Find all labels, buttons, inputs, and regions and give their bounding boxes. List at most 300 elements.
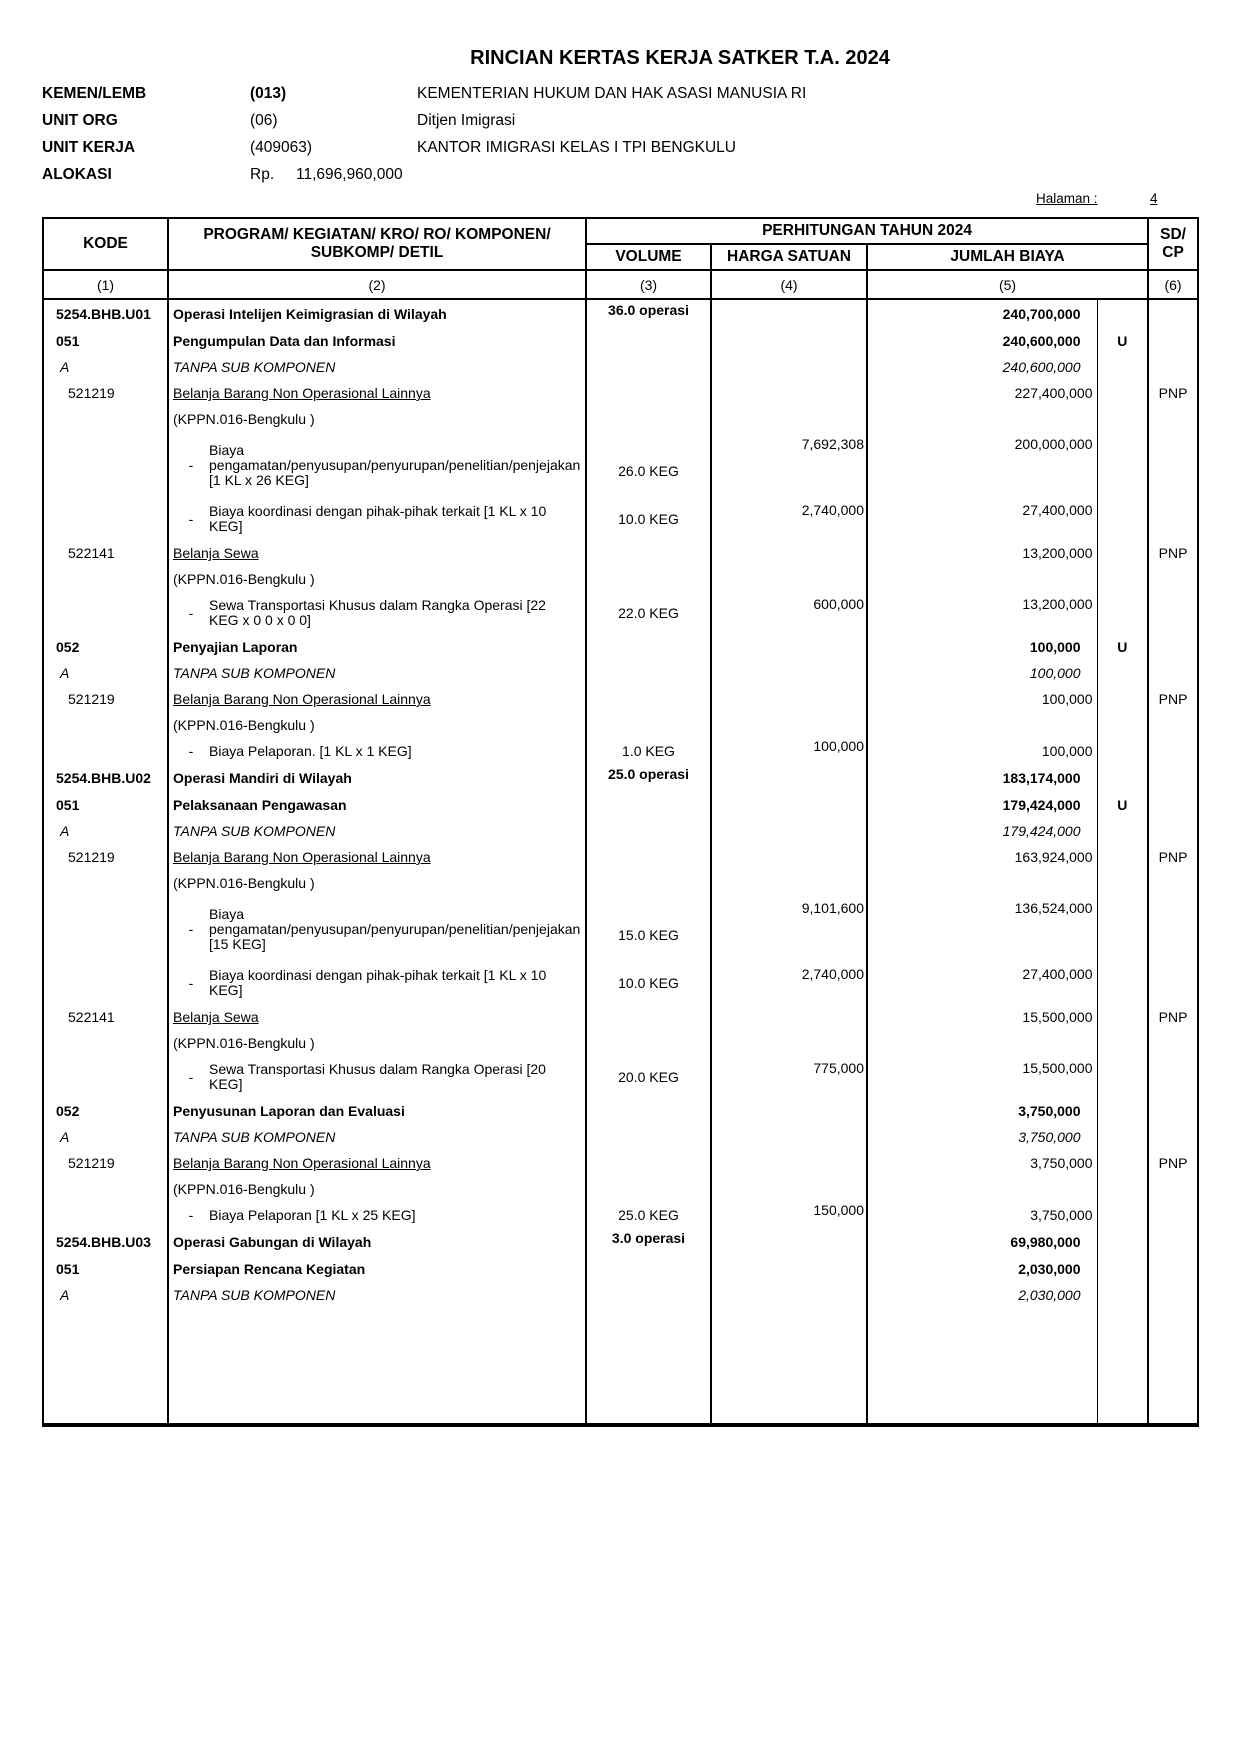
col-number-2: (2) bbox=[168, 270, 586, 299]
cell-volume bbox=[586, 660, 711, 686]
cell-sdcp bbox=[1148, 738, 1198, 764]
header-sdcp bbox=[1148, 218, 1198, 270]
bullet-dash: - bbox=[188, 1207, 194, 1223]
cell-flag bbox=[1097, 432, 1148, 498]
cell-jumlah: 3,750,000 bbox=[867, 1150, 1097, 1176]
cell-volume: 15.0 KEG bbox=[586, 896, 711, 962]
cell-kode: 5254.BHB.U02 bbox=[43, 764, 168, 792]
col-number-6: (6) bbox=[1148, 270, 1198, 299]
header-harga: HARGA SATUAN bbox=[711, 244, 867, 270]
cell-flag bbox=[1097, 1150, 1148, 1176]
table-row-akun bbox=[43, 540, 1198, 566]
cell-volume-empty bbox=[586, 1308, 711, 1425]
cell-volume: 3.0 operasi bbox=[586, 1228, 711, 1256]
header-volume: VOLUME bbox=[586, 244, 711, 270]
cell-jumlah: 2,030,000 bbox=[867, 1256, 1097, 1282]
page-label-text: Halaman : bbox=[1036, 191, 1098, 206]
cell-harga: 775,000 bbox=[711, 1056, 867, 1098]
cell-flag bbox=[1097, 592, 1148, 634]
cell-kode bbox=[43, 592, 168, 634]
cell-kode: 051 bbox=[43, 1256, 168, 1282]
table-row-ro bbox=[43, 299, 1198, 328]
cell-jumlah-empty bbox=[867, 1308, 1097, 1425]
unit-kerja-code: (409063) bbox=[250, 138, 313, 156]
cell-volume bbox=[586, 1098, 711, 1124]
cell-jumlah bbox=[867, 1176, 1097, 1202]
cell-volume bbox=[586, 1256, 711, 1282]
cell-sdcp bbox=[1148, 406, 1198, 432]
cell-kode: 521219 bbox=[43, 1150, 168, 1176]
table-row-kppn bbox=[43, 1176, 1198, 1202]
cell-flag bbox=[1097, 764, 1148, 792]
col-number-4: (4) bbox=[711, 270, 867, 299]
cell-volume bbox=[586, 328, 711, 354]
cell-flag bbox=[1097, 1056, 1148, 1098]
cell-harga bbox=[711, 686, 867, 712]
cell-kode: A bbox=[43, 1124, 168, 1150]
cell-volume bbox=[586, 844, 711, 870]
cell-harga bbox=[711, 764, 867, 792]
table-row-ro bbox=[43, 1228, 1198, 1256]
cell-volume: 1.0 KEG bbox=[586, 738, 711, 764]
header-kode: KODE bbox=[43, 218, 168, 270]
cell-jumlah bbox=[867, 1030, 1097, 1056]
cell-kode: A bbox=[43, 818, 168, 844]
cell-sdcp bbox=[1148, 896, 1198, 962]
bullet-dash: - bbox=[188, 457, 194, 473]
header-perhitungan: PERHITUNGAN TAHUN 2024 bbox=[586, 218, 1148, 244]
table-row-detail1 bbox=[43, 738, 1198, 764]
cell-jumlah: 13,200,000 bbox=[867, 592, 1097, 634]
table-row-komponen bbox=[43, 1256, 1198, 1282]
header-program bbox=[168, 218, 586, 270]
cell-program bbox=[168, 1056, 586, 1098]
cell-sdcp bbox=[1148, 1124, 1198, 1150]
cell-flag: U bbox=[1097, 328, 1148, 354]
cell-harga bbox=[711, 328, 867, 354]
unit-org-code: (06) bbox=[250, 111, 278, 129]
cell-flag: U bbox=[1097, 634, 1148, 660]
table-row-komponen bbox=[43, 1098, 1198, 1124]
cell-harga bbox=[711, 566, 867, 592]
document-title: RINCIAN KERTAS KERJA SATKER T.A. 2024 bbox=[470, 47, 890, 69]
unit-org-label: UNIT ORG bbox=[42, 111, 118, 129]
cell-sdcp bbox=[1148, 328, 1198, 354]
cell-volume bbox=[586, 686, 711, 712]
cell-sdcp bbox=[1148, 1056, 1198, 1098]
cell-harga bbox=[711, 712, 867, 738]
cell-kode-empty bbox=[43, 1308, 168, 1425]
cell-harga: 100,000 bbox=[711, 738, 867, 764]
cell-jumlah: 179,424,000 bbox=[867, 818, 1097, 844]
detail-item bbox=[173, 743, 585, 759]
detail-text: Biaya pengamatan/penyusupan/penyurupan/penelitian/penjejakan [1 KL x 26 KEG] bbox=[209, 441, 581, 488]
table-row-sub bbox=[43, 354, 1198, 380]
table-row-kppn bbox=[43, 712, 1198, 738]
cell-volume bbox=[586, 870, 711, 896]
cell-kode bbox=[43, 712, 168, 738]
cell-kode bbox=[43, 1202, 168, 1228]
cell-jumlah: 227,400,000 bbox=[867, 380, 1097, 406]
cell-jumlah: 200,000,000 bbox=[867, 432, 1097, 498]
bullet-dash: - bbox=[188, 743, 194, 759]
cell-program: TANPA SUB KOMPONEN bbox=[168, 1282, 586, 1308]
cell-program bbox=[168, 962, 586, 1004]
cell-jumlah: 3,750,000 bbox=[867, 1202, 1097, 1228]
table-body bbox=[43, 299, 1198, 1425]
cell-sdcp bbox=[1148, 1202, 1198, 1228]
cell-kode bbox=[43, 962, 168, 1004]
table-row-akun bbox=[43, 1150, 1198, 1176]
cell-kode bbox=[43, 566, 168, 592]
cell-sdcp bbox=[1148, 712, 1198, 738]
cell-volume bbox=[586, 354, 711, 380]
cell-program: Operasi Mandiri di Wilayah bbox=[168, 764, 586, 792]
cell-kode bbox=[43, 738, 168, 764]
detail-text: Biaya Pelaporan. [1 KL x 1 KEG] bbox=[209, 742, 412, 759]
cell-jumlah: 100,000 bbox=[867, 738, 1097, 764]
cell-sdcp bbox=[1148, 592, 1198, 634]
cell-jumlah: 3,750,000 bbox=[867, 1098, 1097, 1124]
cell-volume bbox=[586, 712, 711, 738]
cell-harga bbox=[711, 1004, 867, 1030]
table-row-detail3 bbox=[43, 896, 1198, 962]
cell-flag bbox=[1097, 1228, 1148, 1256]
cell-harga bbox=[711, 1124, 867, 1150]
table-row-detail3 bbox=[43, 432, 1198, 498]
cell-jumlah: 163,924,000 bbox=[867, 844, 1097, 870]
cell-jumlah bbox=[867, 566, 1097, 592]
detail-text: Biaya koordinasi dengan pihak-pihak terkait [1 KL x 10 KEG] bbox=[209, 503, 547, 534]
cell-kode bbox=[43, 870, 168, 896]
cell-program bbox=[168, 432, 586, 498]
cell-kode bbox=[43, 896, 168, 962]
table-row-komponen bbox=[43, 328, 1198, 354]
page-number: 4 bbox=[1150, 191, 1158, 206]
alokasi-label: ALOKASI bbox=[42, 165, 112, 183]
cell-flag bbox=[1097, 498, 1148, 540]
cell-program: Belanja Barang Non Operasional Lainnya bbox=[168, 380, 586, 406]
cell-program bbox=[168, 592, 586, 634]
detail-item bbox=[173, 443, 585, 488]
cell-volume: 36.0 operasi bbox=[586, 299, 711, 328]
cell-flag: U bbox=[1097, 792, 1148, 818]
cell-program bbox=[168, 1202, 586, 1228]
cell-harga: 9,101,600 bbox=[711, 896, 867, 962]
cell-flag-empty bbox=[1097, 1308, 1148, 1425]
header-jumlah: JUMLAH BIAYA bbox=[867, 244, 1148, 270]
table-row-akun bbox=[43, 686, 1198, 712]
cell-sdcp: PNP bbox=[1148, 540, 1198, 566]
cell-kode: 522141 bbox=[43, 1004, 168, 1030]
cell-kode: 052 bbox=[43, 634, 168, 660]
detail-item bbox=[173, 1062, 585, 1092]
cell-flag bbox=[1097, 566, 1148, 592]
cell-program: Belanja Barang Non Operasional Lainnya bbox=[168, 844, 586, 870]
table-row-akun bbox=[43, 844, 1198, 870]
cell-volume bbox=[586, 1030, 711, 1056]
cell-sdcp: PNP bbox=[1148, 844, 1198, 870]
bullet-dash: - bbox=[188, 921, 194, 937]
table-row-sub bbox=[43, 1124, 1198, 1150]
cell-flag bbox=[1097, 712, 1148, 738]
cell-jumlah: 100,000 bbox=[867, 634, 1097, 660]
cell-sdcp bbox=[1148, 1256, 1198, 1282]
header-meta bbox=[42, 80, 806, 188]
cell-kode: 052 bbox=[43, 1098, 168, 1124]
cell-jumlah: 27,400,000 bbox=[867, 962, 1097, 1004]
cell-program: Belanja Sewa bbox=[168, 540, 586, 566]
cell-sdcp: PNP bbox=[1148, 1004, 1198, 1030]
detail-text: Sewa Transportasi Khusus dalam Rangka Operasi [20 KEG] bbox=[209, 1061, 546, 1092]
cell-program: Penyusunan Laporan dan Evaluasi bbox=[168, 1098, 586, 1124]
cell-harga-empty bbox=[711, 1308, 867, 1425]
cell-volume: 22.0 KEG bbox=[586, 592, 711, 634]
cell-flag bbox=[1097, 380, 1148, 406]
bullet-dash: - bbox=[188, 975, 194, 991]
cell-kode: 5254.BHB.U03 bbox=[43, 1228, 168, 1256]
cell-flag bbox=[1097, 1176, 1148, 1202]
cell-program: Penyajian Laporan bbox=[168, 634, 586, 660]
cell-harga bbox=[711, 1176, 867, 1202]
cell-volume: 10.0 KEG bbox=[586, 962, 711, 1004]
table-row-kppn bbox=[43, 406, 1198, 432]
table-row-sub bbox=[43, 1282, 1198, 1308]
cell-program: Persiapan Rencana Kegiatan bbox=[168, 1256, 586, 1282]
cell-volume bbox=[586, 818, 711, 844]
detail-item bbox=[173, 504, 585, 534]
cell-sdcp bbox=[1148, 818, 1198, 844]
page-label bbox=[1036, 191, 1098, 206]
cell-program: (KPPN.016-Bengkulu ) bbox=[168, 406, 586, 432]
cell-program: (KPPN.016-Bengkulu ) bbox=[168, 712, 586, 738]
cell-volume: 26.0 KEG bbox=[586, 432, 711, 498]
cell-kode: 522141 bbox=[43, 540, 168, 566]
unit-kerja-label: UNIT KERJA bbox=[42, 138, 136, 156]
cell-sdcp bbox=[1148, 566, 1198, 592]
meta-alokasi bbox=[42, 161, 806, 188]
table-row-kppn bbox=[43, 566, 1198, 592]
table-row-detail2 bbox=[43, 1056, 1198, 1098]
cell-program: (KPPN.016-Bengkulu ) bbox=[168, 1030, 586, 1056]
budget-table bbox=[42, 217, 1199, 1427]
cell-kode: 521219 bbox=[43, 686, 168, 712]
unit-kerja-name: KANTOR IMIGRASI KELAS I TPI BENGKULU bbox=[417, 138, 736, 156]
cell-harga bbox=[711, 818, 867, 844]
table-row-filler bbox=[43, 1308, 1198, 1425]
cell-jumlah: 3,750,000 bbox=[867, 1124, 1097, 1150]
header-sdcp-line1: SD/ bbox=[1160, 226, 1186, 243]
table-row-kppn bbox=[43, 1030, 1198, 1056]
cell-flag bbox=[1097, 686, 1148, 712]
cell-sdcp bbox=[1148, 792, 1198, 818]
bullet-dash: - bbox=[188, 605, 194, 621]
bullet-dash: - bbox=[188, 1069, 194, 1085]
cell-harga bbox=[711, 634, 867, 660]
cell-harga: 2,740,000 bbox=[711, 498, 867, 540]
cell-harga: 600,000 bbox=[711, 592, 867, 634]
cell-kode: A bbox=[43, 354, 168, 380]
cell-sdcp bbox=[1148, 870, 1198, 896]
cell-flag bbox=[1097, 1004, 1148, 1030]
cell-flag bbox=[1097, 870, 1148, 896]
cell-sdcp bbox=[1148, 1176, 1198, 1202]
col-number-5: (5) bbox=[867, 270, 1148, 299]
detail-text: Biaya koordinasi dengan pihak-pihak terkait [1 KL x 10 KEG] bbox=[209, 967, 547, 998]
alokasi-value: 11,696,960,000 bbox=[296, 165, 403, 183]
cell-sdcp-empty bbox=[1148, 1308, 1198, 1425]
cell-jumlah: 183,174,000 bbox=[867, 764, 1097, 792]
unit-org-name: Ditjen Imigrasi bbox=[417, 111, 516, 129]
cell-program bbox=[168, 498, 586, 540]
cell-kode: 051 bbox=[43, 328, 168, 354]
cell-flag bbox=[1097, 844, 1148, 870]
cell-program: Pengumpulan Data dan Informasi bbox=[168, 328, 586, 354]
cell-sdcp bbox=[1148, 634, 1198, 660]
cell-flag bbox=[1097, 1098, 1148, 1124]
cell-program: TANPA SUB KOMPONEN bbox=[168, 354, 586, 380]
cell-sdcp bbox=[1148, 764, 1198, 792]
cell-harga bbox=[711, 540, 867, 566]
bullet-dash: - bbox=[188, 511, 194, 527]
cell-harga bbox=[711, 1228, 867, 1256]
cell-harga bbox=[711, 1256, 867, 1282]
cell-kode bbox=[43, 1056, 168, 1098]
table-row-komponen bbox=[43, 634, 1198, 660]
cell-harga bbox=[711, 870, 867, 896]
detail-text: Biaya Pelaporan [1 KL x 25 KEG] bbox=[209, 1206, 416, 1223]
cell-program bbox=[168, 738, 586, 764]
cell-harga bbox=[711, 1282, 867, 1308]
cell-kode: 521219 bbox=[43, 844, 168, 870]
table-row-detail2 bbox=[43, 962, 1198, 1004]
detail-text: Biaya pengamatan/penyusupan/penyurupan/penelitian/penjejakan [15 KEG] bbox=[209, 905, 581, 952]
cell-harga bbox=[711, 406, 867, 432]
cell-jumlah bbox=[867, 870, 1097, 896]
cell-volume: 10.0 KEG bbox=[586, 498, 711, 540]
table-row-detail2 bbox=[43, 592, 1198, 634]
table-row-komponen bbox=[43, 792, 1198, 818]
cell-kode bbox=[43, 432, 168, 498]
cell-harga bbox=[711, 1150, 867, 1176]
cell-flag bbox=[1097, 962, 1148, 1004]
cell-program: Operasi Gabungan di Wilayah bbox=[168, 1228, 586, 1256]
cell-kode: 5254.BHB.U01 bbox=[43, 299, 168, 328]
cell-harga bbox=[711, 844, 867, 870]
cell-jumlah: 240,600,000 bbox=[867, 354, 1097, 380]
table-row-sub bbox=[43, 818, 1198, 844]
cell-program: Pelaksanaan Pengawasan bbox=[168, 792, 586, 818]
cell-jumlah: 15,500,000 bbox=[867, 1056, 1097, 1098]
cell-jumlah: 100,000 bbox=[867, 660, 1097, 686]
cell-sdcp bbox=[1148, 1098, 1198, 1124]
cell-jumlah: 69,980,000 bbox=[867, 1228, 1097, 1256]
cell-sdcp bbox=[1148, 660, 1198, 686]
table-row-detail2 bbox=[43, 498, 1198, 540]
cell-jumlah: 179,424,000 bbox=[867, 792, 1097, 818]
cell-harga bbox=[711, 380, 867, 406]
cell-program: Belanja Sewa bbox=[168, 1004, 586, 1030]
cell-sdcp bbox=[1148, 1282, 1198, 1308]
col-number-1: (1) bbox=[43, 270, 168, 299]
table-row-sub bbox=[43, 660, 1198, 686]
cell-flag bbox=[1097, 1030, 1148, 1056]
cell-volume bbox=[586, 634, 711, 660]
cell-jumlah: 240,600,000 bbox=[867, 328, 1097, 354]
cell-jumlah: 27,400,000 bbox=[867, 498, 1097, 540]
col-number-3: (3) bbox=[586, 270, 711, 299]
cell-volume: 25.0 operasi bbox=[586, 764, 711, 792]
header-program-line2: SUBKOMP/ DETIL bbox=[310, 244, 444, 261]
cell-sdcp: PNP bbox=[1148, 686, 1198, 712]
cell-program: Operasi Intelijen Keimigrasian di Wilayah bbox=[168, 299, 586, 328]
cell-flag bbox=[1097, 1124, 1148, 1150]
header-sdcp-line2: CP bbox=[1162, 244, 1184, 261]
cell-harga bbox=[711, 299, 867, 328]
cell-jumlah: 100,000 bbox=[867, 686, 1097, 712]
cell-sdcp bbox=[1148, 498, 1198, 540]
header-program-line1: PROGRAM/ KEGIATAN/ KRO/ RO/ KOMPONEN/ bbox=[203, 226, 551, 243]
cell-program: (KPPN.016-Bengkulu ) bbox=[168, 566, 586, 592]
cell-volume bbox=[586, 1124, 711, 1150]
cell-volume bbox=[586, 566, 711, 592]
cell-jumlah bbox=[867, 712, 1097, 738]
cell-sdcp bbox=[1148, 1228, 1198, 1256]
detail-item bbox=[173, 907, 585, 952]
cell-program: (KPPN.016-Bengkulu ) bbox=[168, 1176, 586, 1202]
meta-unit-kerja bbox=[42, 134, 806, 161]
cell-flag bbox=[1097, 354, 1148, 380]
cell-jumlah: 13,200,000 bbox=[867, 540, 1097, 566]
meta-unit-org bbox=[42, 107, 806, 134]
cell-sdcp bbox=[1148, 299, 1198, 328]
cell-flag bbox=[1097, 540, 1148, 566]
cell-flag bbox=[1097, 738, 1148, 764]
cell-sdcp bbox=[1148, 354, 1198, 380]
cell-volume bbox=[586, 406, 711, 432]
cell-flag bbox=[1097, 1256, 1148, 1282]
cell-flag bbox=[1097, 818, 1148, 844]
cell-kode bbox=[43, 406, 168, 432]
cell-flag bbox=[1097, 1282, 1148, 1308]
table-row-ro bbox=[43, 764, 1198, 792]
cell-harga bbox=[711, 354, 867, 380]
cell-program-empty bbox=[168, 1308, 586, 1425]
cell-jumlah bbox=[867, 406, 1097, 432]
meta-kemen bbox=[42, 80, 806, 107]
cell-kode: A bbox=[43, 1282, 168, 1308]
cell-volume bbox=[586, 540, 711, 566]
cell-program: TANPA SUB KOMPONEN bbox=[168, 818, 586, 844]
cell-volume bbox=[586, 1176, 711, 1202]
cell-program: Belanja Barang Non Operasional Lainnya bbox=[168, 686, 586, 712]
cell-sdcp bbox=[1148, 432, 1198, 498]
kemen-label: KEMEN/LEMB bbox=[42, 84, 147, 102]
cell-sdcp bbox=[1148, 1030, 1198, 1056]
cell-kode: 521219 bbox=[43, 380, 168, 406]
detail-item bbox=[173, 968, 585, 998]
table-row-akun bbox=[43, 380, 1198, 406]
detail-item bbox=[173, 1207, 585, 1223]
table-row-detail1 bbox=[43, 1202, 1198, 1228]
cell-flag bbox=[1097, 1202, 1148, 1228]
kemen-code: (013) bbox=[250, 84, 287, 102]
cell-volume: 20.0 KEG bbox=[586, 1056, 711, 1098]
cell-jumlah: 2,030,000 bbox=[867, 1282, 1097, 1308]
cell-program bbox=[168, 896, 586, 962]
cell-program: (KPPN.016-Bengkulu ) bbox=[168, 870, 586, 896]
cell-kode bbox=[43, 498, 168, 540]
